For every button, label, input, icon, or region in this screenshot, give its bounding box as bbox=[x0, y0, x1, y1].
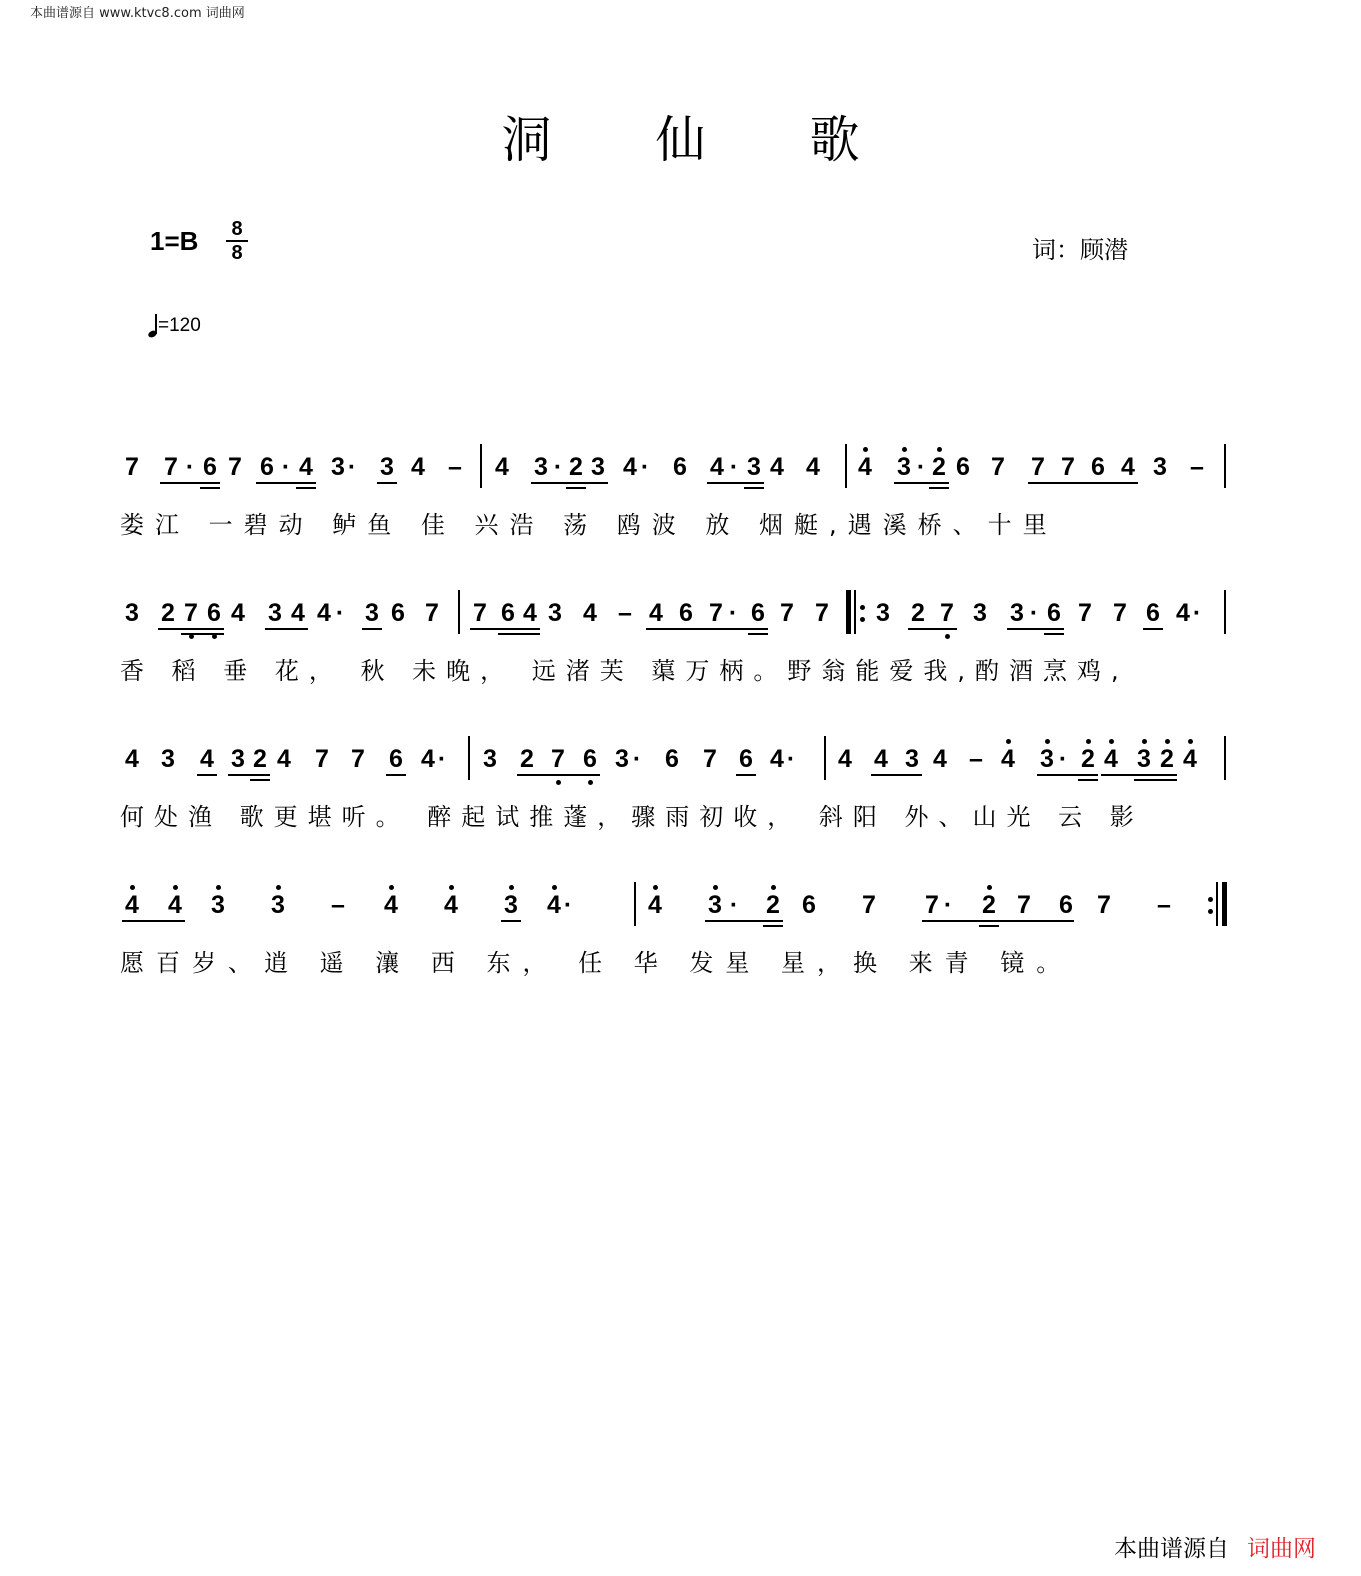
lyrics-row-3 bbox=[0, 802, 1361, 836]
barline bbox=[634, 882, 636, 926]
lyrics-row-1 bbox=[0, 510, 1361, 544]
dash: – bbox=[1157, 891, 1171, 919]
note: 3 bbox=[125, 599, 139, 627]
note: 4 bbox=[1121, 453, 1135, 481]
note: 7 bbox=[1097, 891, 1111, 919]
score-row-4 bbox=[0, 890, 1361, 950]
dot: · bbox=[281, 453, 291, 481]
dot: · bbox=[1029, 599, 1039, 627]
note: 3 bbox=[1010, 599, 1024, 627]
tempo-value: =120 bbox=[158, 315, 201, 336]
note: 7 bbox=[1031, 453, 1045, 481]
dot: · bbox=[563, 891, 573, 919]
note: 7 bbox=[1078, 599, 1092, 627]
note: 6 bbox=[260, 453, 274, 481]
dot: · bbox=[943, 891, 953, 919]
note: 4 bbox=[806, 453, 820, 481]
repeat-end-barline bbox=[1222, 882, 1227, 926]
barline bbox=[854, 590, 856, 634]
dot: · bbox=[185, 453, 195, 481]
note: 6 bbox=[391, 599, 405, 627]
note: 7 bbox=[425, 599, 439, 627]
dot: · bbox=[1192, 599, 1202, 627]
note: 6 bbox=[203, 453, 217, 481]
note-high: 2 bbox=[929, 452, 949, 482]
note: 4 bbox=[411, 453, 425, 481]
barline bbox=[468, 736, 470, 780]
dash: – bbox=[969, 745, 983, 773]
footer-source-text: 本曲谱源自 bbox=[1114, 1536, 1229, 1562]
note-high: 4 bbox=[165, 890, 185, 920]
note: 2 bbox=[911, 599, 925, 627]
note: 3 bbox=[231, 745, 245, 773]
note-high: 3 bbox=[1037, 744, 1057, 774]
note: 4 bbox=[710, 453, 724, 481]
note-high: 4 bbox=[645, 890, 665, 920]
dot: · bbox=[728, 599, 738, 627]
note: 3 bbox=[365, 599, 379, 627]
dash: – bbox=[331, 891, 345, 919]
note-low: 7 bbox=[181, 598, 201, 628]
tempo-marking bbox=[148, 313, 201, 337]
note: 7 bbox=[709, 599, 723, 627]
barline bbox=[1224, 444, 1226, 488]
quarter-note-icon bbox=[148, 313, 158, 337]
note: 7 bbox=[1061, 453, 1075, 481]
note: 4 bbox=[125, 745, 139, 773]
note: 2 bbox=[569, 453, 583, 481]
note: 3 bbox=[1153, 453, 1167, 481]
dot: · bbox=[729, 453, 739, 481]
note-high: 2 bbox=[979, 890, 999, 920]
note: 4 bbox=[623, 453, 637, 481]
note-high: 4 bbox=[1180, 744, 1200, 774]
note: 3 bbox=[483, 745, 497, 773]
barline bbox=[1224, 736, 1226, 780]
note: 7 bbox=[1113, 599, 1127, 627]
note: 6 bbox=[673, 453, 687, 481]
note-high: 2 bbox=[763, 890, 783, 920]
repeat-start-barline bbox=[846, 590, 851, 634]
dot: · bbox=[553, 453, 563, 481]
note: 4 bbox=[231, 599, 245, 627]
note-high: 3 bbox=[705, 890, 725, 920]
barline bbox=[845, 444, 847, 488]
note: 4 bbox=[200, 745, 214, 773]
note: 7 bbox=[351, 745, 365, 773]
note: 4 bbox=[421, 745, 435, 773]
source-header: 本曲谱源自 www.ktvc8.com 词曲网 bbox=[30, 6, 245, 21]
note: 3 bbox=[747, 453, 761, 481]
lyrics-row-4 bbox=[0, 948, 1361, 982]
note-high: 3 bbox=[268, 890, 288, 920]
note: 7 bbox=[815, 599, 829, 627]
lyrics-row-2 bbox=[0, 656, 1361, 690]
note: 4 bbox=[495, 453, 509, 481]
note-high: 4 bbox=[122, 890, 142, 920]
note: 6 bbox=[389, 745, 403, 773]
note-high: 3 bbox=[894, 452, 914, 482]
dash: – bbox=[1190, 453, 1204, 481]
note: 6 bbox=[1146, 599, 1160, 627]
note: 4 bbox=[770, 453, 784, 481]
note: 6 bbox=[1047, 599, 1061, 627]
lyricist: 词：顾潜 bbox=[1032, 236, 1128, 264]
note: 3 bbox=[548, 599, 562, 627]
note: 4 bbox=[317, 599, 331, 627]
note: 7 bbox=[925, 891, 939, 919]
note: 6 bbox=[956, 453, 970, 481]
note: 3 bbox=[161, 745, 175, 773]
note: 4 bbox=[838, 745, 852, 773]
note: 3 bbox=[973, 599, 987, 627]
dash: – bbox=[448, 453, 462, 481]
note: 7 bbox=[125, 453, 139, 481]
dot: · bbox=[335, 599, 345, 627]
note: 4 bbox=[523, 599, 537, 627]
note: 4 bbox=[649, 599, 663, 627]
note: 4 bbox=[874, 745, 888, 773]
dash: – bbox=[618, 599, 632, 627]
note: 6 bbox=[1091, 453, 1105, 481]
note-low: 6 bbox=[580, 744, 600, 774]
repeat-dots bbox=[1208, 894, 1213, 916]
note-high: 2 bbox=[1078, 744, 1098, 774]
dot: · bbox=[729, 891, 739, 919]
note: 2 bbox=[520, 745, 534, 773]
dot: · bbox=[1058, 745, 1068, 773]
meter-top: 8 bbox=[231, 218, 243, 240]
note: 7 bbox=[991, 453, 1005, 481]
dot: · bbox=[437, 745, 447, 773]
lyrics-line: 香 稻 垂 花， 秋 未晚， 远渚芙 蕖万柄。野翁能爱我,酌酒烹鸡, bbox=[120, 657, 1129, 685]
score-row-1 bbox=[0, 452, 1361, 512]
note: 7 bbox=[1017, 891, 1031, 919]
note: 7 bbox=[780, 599, 794, 627]
note: 3 bbox=[268, 599, 282, 627]
note-low: 7 bbox=[937, 598, 957, 628]
note: 3 bbox=[534, 453, 548, 481]
note: 3 bbox=[591, 453, 605, 481]
note: 6 bbox=[739, 745, 753, 773]
note-high: 2 bbox=[1157, 744, 1177, 774]
note-high: 4 bbox=[998, 744, 1018, 774]
note-high: 3 bbox=[501, 890, 521, 920]
note-high: 4 bbox=[855, 452, 875, 482]
note: 6 bbox=[802, 891, 816, 919]
note: 3 bbox=[876, 599, 890, 627]
lyrics-line: 何处渔 歌更堪听。 醉起试推蓬，骤雨初收， 斜阳 外、山光 云 影 bbox=[120, 803, 1144, 831]
note: 7 bbox=[703, 745, 717, 773]
barline bbox=[1216, 882, 1218, 926]
note: 6 bbox=[501, 599, 515, 627]
dot: · bbox=[640, 453, 650, 481]
note-high: 4 bbox=[544, 890, 564, 920]
note: 7 bbox=[862, 891, 876, 919]
note: 6 bbox=[1059, 891, 1073, 919]
note: 7 bbox=[473, 599, 487, 627]
note: 6 bbox=[679, 599, 693, 627]
note: 7 bbox=[315, 745, 329, 773]
note: 7 bbox=[164, 453, 178, 481]
barline bbox=[480, 444, 482, 488]
footer-site-name: 词曲网 bbox=[1247, 1536, 1316, 1562]
note: 4 bbox=[299, 453, 313, 481]
repeat-dots bbox=[860, 602, 865, 624]
note: 4 bbox=[770, 745, 784, 773]
note: 4 bbox=[583, 599, 597, 627]
score-row-3 bbox=[0, 744, 1361, 804]
note-high: 4 bbox=[381, 890, 401, 920]
note: 3 bbox=[380, 453, 394, 481]
score-row-2 bbox=[0, 598, 1361, 658]
note: 4 bbox=[277, 745, 291, 773]
dot: · bbox=[632, 745, 642, 773]
time-signature bbox=[226, 219, 248, 263]
barline bbox=[1224, 590, 1226, 634]
note: 7 bbox=[228, 453, 242, 481]
lyrics-line: 愿百岁、逍 遥 瀼 西 东， 任 华 发星 星，换 来青 镜。 bbox=[120, 949, 1073, 977]
meter-bottom: 8 bbox=[231, 242, 243, 264]
note-low: 6 bbox=[204, 598, 224, 628]
note-high: 4 bbox=[441, 890, 461, 920]
note: 2 bbox=[161, 599, 175, 627]
dot: · bbox=[916, 453, 926, 481]
note-high: 3 bbox=[208, 890, 228, 920]
source-footer bbox=[1114, 1530, 1316, 1563]
note: 6 bbox=[665, 745, 679, 773]
note: 4 bbox=[291, 599, 305, 627]
note-high: 3 bbox=[1134, 744, 1154, 774]
lyrics-line: 娄江 一碧动 鲈鱼 佳 兴浩 荡 鸥波 放 烟艇,遇溪桥、十里 bbox=[120, 511, 1058, 539]
note: 3 bbox=[331, 453, 345, 481]
barline bbox=[458, 590, 460, 634]
note: 3 bbox=[615, 745, 629, 773]
key-signature: 1=B bbox=[150, 226, 199, 256]
note: 4 bbox=[1176, 599, 1190, 627]
note-high: 4 bbox=[1101, 744, 1121, 774]
note: 6 bbox=[751, 599, 765, 627]
song-title: 洞仙歌 bbox=[501, 111, 964, 169]
note-low: 7 bbox=[548, 744, 568, 774]
note: 2 bbox=[253, 745, 267, 773]
note: 3 bbox=[905, 745, 919, 773]
dot: · bbox=[347, 453, 357, 481]
dot: · bbox=[786, 745, 796, 773]
note: 4 bbox=[933, 745, 947, 773]
barline bbox=[824, 736, 826, 780]
